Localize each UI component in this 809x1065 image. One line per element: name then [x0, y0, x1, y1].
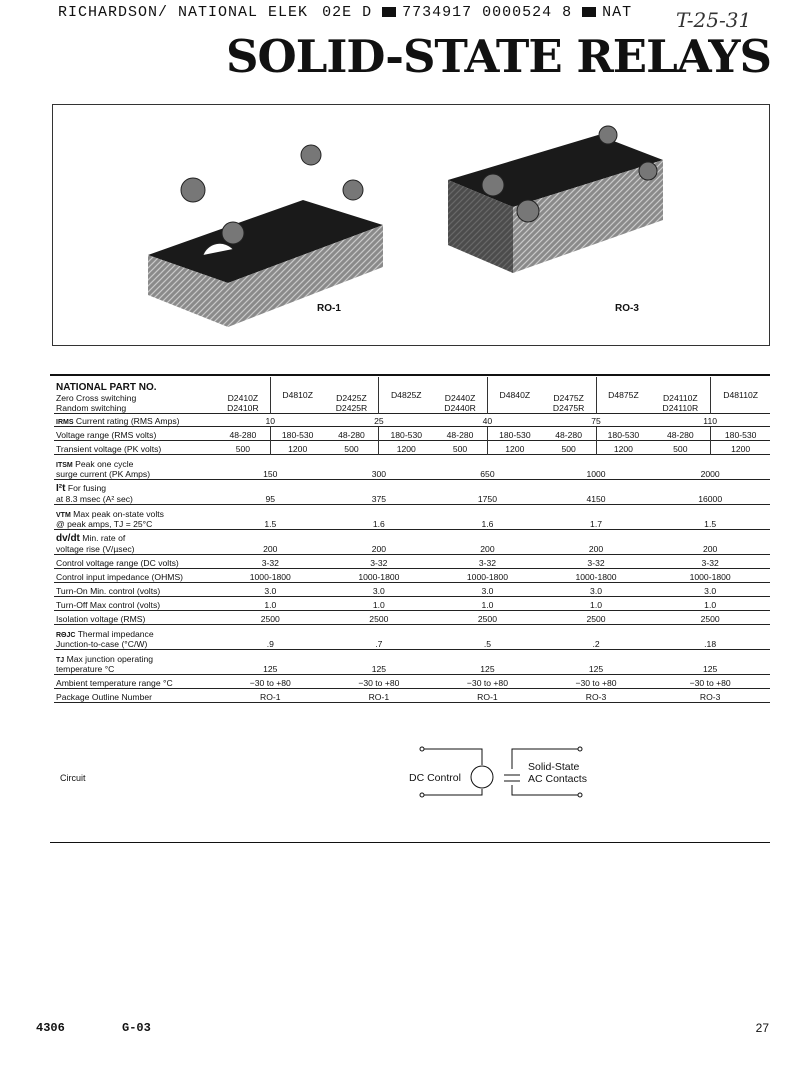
header-company: RICHARDSON/ NATIONAL ELEK — [58, 4, 309, 21]
part-number: D4840Z — [499, 389, 531, 400]
random-label: Random switching — [56, 402, 127, 413]
cell: 200 — [216, 529, 325, 554]
symbol: VTM — [56, 511, 71, 519]
row-label: Peak one cycle — [75, 458, 134, 469]
header-mid: 02E D — [322, 4, 373, 21]
cell: 1200 — [487, 440, 541, 454]
cell: 3-32 — [650, 554, 770, 568]
symbol: RΘJC — [56, 631, 76, 639]
cell: −30 to +80 — [542, 674, 651, 688]
cell: 1.0 — [216, 596, 325, 610]
table-row — [54, 529, 770, 554]
cell: 125 — [542, 649, 651, 674]
table-row — [54, 377, 770, 413]
cell: 500 — [650, 440, 711, 454]
cell: 3-32 — [433, 554, 542, 568]
cell: 500 — [433, 440, 487, 454]
part-number: D2425R — [335, 402, 368, 413]
cell: .5 — [433, 624, 542, 649]
cell: RO-1 — [433, 688, 542, 702]
cell: 1.0 — [650, 596, 770, 610]
relay-ro3-image — [448, 126, 663, 273]
row-label: Voltage range (RMS volts) — [54, 426, 216, 440]
row-label: Junction-to-case (°C/W) — [56, 638, 148, 649]
cell: .18 — [650, 624, 770, 649]
cell: .2 — [542, 624, 651, 649]
footer-number: 4306 — [36, 1021, 65, 1035]
cell: 180-530 — [379, 426, 433, 440]
cell: 1000-1800 — [325, 568, 434, 582]
cell: RO-1 — [216, 688, 325, 702]
cell: 95 — [216, 479, 325, 504]
cell: 48-280 — [433, 426, 487, 440]
cell: 150 — [216, 454, 325, 479]
cell: 1200 — [711, 440, 770, 454]
table-row — [54, 649, 770, 674]
cell: 2500 — [650, 610, 770, 624]
table-row — [54, 624, 770, 649]
cell: 2500 — [542, 610, 651, 624]
barcode-mark-icon — [382, 7, 396, 17]
row-label: Current rating (RMS Amps) — [75, 415, 180, 426]
cell: 48-280 — [650, 426, 711, 440]
cell: 1.5 — [216, 504, 325, 529]
footer-code: G-03 — [122, 1021, 151, 1035]
cell: −30 to +80 — [433, 674, 542, 688]
row-label: surge current (PK Amps) — [56, 468, 151, 479]
table-row — [54, 504, 770, 529]
part-number: D2425Z — [336, 392, 367, 403]
row-label: Max junction operating — [66, 653, 154, 664]
table-top-rule — [50, 374, 770, 376]
row-label: Transient voltage (PK volts) — [54, 440, 216, 454]
cell: 1.7 — [542, 504, 651, 529]
part-number: D24110R — [662, 402, 699, 413]
document-header — [58, 4, 758, 26]
cell: 1000-1800 — [542, 568, 651, 582]
symbol: dv/dt — [56, 532, 80, 544]
cell: 3.0 — [325, 582, 434, 596]
header-brand: NAT — [602, 4, 633, 21]
cell: 3-32 — [216, 554, 325, 568]
cell: 125 — [650, 649, 770, 674]
cell: .9 — [216, 624, 325, 649]
circuit-label: Circuit — [60, 773, 86, 783]
cell: 1.6 — [325, 504, 434, 529]
cell: 500 — [325, 440, 379, 454]
table-row — [54, 674, 770, 688]
cell: 1200 — [596, 440, 650, 454]
cell: 16000 — [650, 479, 770, 504]
part-number: D2440Z — [444, 392, 476, 403]
symbol: IRMS — [56, 418, 74, 426]
row-label: Thermal impedance — [77, 628, 154, 639]
cell: 10 — [216, 413, 325, 426]
row-label: Ambient temperature range °C — [54, 674, 216, 688]
part-number: D2475Z — [553, 392, 584, 403]
cell: 75 — [542, 413, 651, 426]
symbol: TJ — [56, 656, 65, 664]
cell: 300 — [325, 454, 434, 479]
table-row — [54, 688, 770, 702]
cell: 3-32 — [325, 554, 434, 568]
cell: .7 — [325, 624, 434, 649]
cell: 500 — [216, 440, 270, 454]
row-label: Control voltage range (DC volts) — [54, 554, 216, 568]
cell: 125 — [325, 649, 434, 674]
part-number: D4810Z — [282, 389, 313, 400]
cell: RO-1 — [325, 688, 434, 702]
product-photo — [52, 104, 770, 346]
cell: 1000-1800 — [650, 568, 770, 582]
cell: −30 to +80 — [216, 674, 325, 688]
part-no-heading: NATIONAL PART NO. — [56, 381, 157, 393]
part-number: D4875Z — [608, 389, 639, 400]
cell: 125 — [216, 649, 325, 674]
part-number: D2440R — [444, 402, 476, 413]
cell: 375 — [325, 479, 434, 504]
table-row — [54, 610, 770, 624]
spec-table — [54, 377, 770, 703]
table-row — [54, 426, 770, 440]
cell: 3.0 — [542, 582, 651, 596]
cell: 180-530 — [487, 426, 541, 440]
cell: 125 — [433, 649, 542, 674]
cell: 1200 — [379, 440, 433, 454]
ssr-label-line1: Solid-State — [528, 761, 580, 773]
part-number: D48110Z — [723, 389, 759, 400]
cell: 200 — [650, 529, 770, 554]
cell: 3.0 — [650, 582, 770, 596]
cell: 3.0 — [433, 582, 542, 596]
row-label: voltage rise (V/µsec) — [56, 543, 135, 554]
cell: 48-280 — [216, 426, 270, 440]
row-label: temperature °C — [56, 663, 115, 674]
cell: 200 — [542, 529, 651, 554]
relay-ro1-image — [148, 145, 383, 327]
cell: −30 to +80 — [650, 674, 770, 688]
photo-label-ro3: RO-3 — [615, 303, 639, 314]
cell: 1000-1800 — [216, 568, 325, 582]
row-label: Package Outline Number — [54, 688, 216, 702]
cell: 48-280 — [325, 426, 379, 440]
cell: 1000-1800 — [433, 568, 542, 582]
cell: 2000 — [650, 454, 770, 479]
part-number: D24110Z — [662, 392, 698, 403]
cell: 1.6 — [433, 504, 542, 529]
part-number: D2410R — [227, 402, 259, 413]
cell: −30 to +80 — [325, 674, 434, 688]
table-row — [54, 413, 770, 426]
cell: 1000 — [542, 454, 651, 479]
table-row — [54, 596, 770, 610]
row-label: Max peak on-state volts — [73, 508, 164, 519]
cell: 4150 — [542, 479, 651, 504]
cell: 180-530 — [711, 426, 770, 440]
part-number: D4825Z — [390, 389, 422, 400]
dc-control-label: DC Control — [409, 772, 461, 784]
part-number: D2410Z — [227, 392, 259, 403]
barcode-mark-icon — [582, 7, 596, 17]
cell: 180-530 — [270, 426, 324, 440]
cell: 25 — [325, 413, 434, 426]
table-row — [54, 479, 770, 504]
cell: 180-530 — [596, 426, 650, 440]
cell: 48-280 — [542, 426, 596, 440]
section-rule — [50, 842, 770, 843]
cell: 500 — [542, 440, 596, 454]
cell: 1.5 — [650, 504, 770, 529]
page-title: SOLID-STATE RELAYS — [226, 30, 771, 83]
zero-cross-label: Zero Cross switching — [56, 392, 137, 403]
table-row — [54, 454, 770, 479]
cell: 2500 — [325, 610, 434, 624]
row-label: @ peak amps, TJ = 25°C — [56, 518, 153, 529]
cell: 650 — [433, 454, 542, 479]
handwritten-note: T-25-31 — [676, 8, 752, 32]
row-label: Isolation voltage (RMS) — [54, 610, 216, 624]
row-label: Min. rate of — [82, 532, 126, 543]
cell: 200 — [433, 529, 542, 554]
cell: 3-32 — [542, 554, 651, 568]
part-number: D2475R — [552, 402, 585, 413]
row-label: Turn-Off Max control (volts) — [54, 596, 216, 610]
cell: RO-3 — [542, 688, 651, 702]
relay-illustration — [53, 105, 769, 345]
cell: 1200 — [270, 440, 324, 454]
table-row — [54, 582, 770, 596]
cell: 2500 — [216, 610, 325, 624]
symbol: ITSM — [56, 461, 73, 469]
cell: 3.0 — [216, 582, 325, 596]
row-label: For fusing — [67, 482, 107, 493]
ssr-label-line2: AC Contacts — [528, 773, 587, 785]
table-row — [54, 554, 770, 568]
cell: 1.0 — [542, 596, 651, 610]
page-number: 27 — [755, 1021, 769, 1035]
cell: 40 — [433, 413, 542, 426]
table-row — [54, 440, 770, 454]
table-row — [54, 568, 770, 582]
cell: 1750 — [433, 479, 542, 504]
cell: 1.0 — [325, 596, 434, 610]
photo-label-ro1: RO-1 — [317, 303, 341, 314]
row-label: Control input impedance (OHMS) — [54, 568, 216, 582]
header-code: 7734917 0000524 8 — [402, 4, 573, 21]
row-label: Turn-On Min. control (volts) — [54, 582, 216, 596]
cell: 110 — [650, 413, 770, 426]
symbol: I²t — [56, 482, 66, 494]
cell: 200 — [325, 529, 434, 554]
row-label: at 8.3 msec (A² sec) — [56, 493, 133, 504]
cell: RO-3 — [650, 688, 770, 702]
cell: 2500 — [433, 610, 542, 624]
cell: 1.0 — [433, 596, 542, 610]
